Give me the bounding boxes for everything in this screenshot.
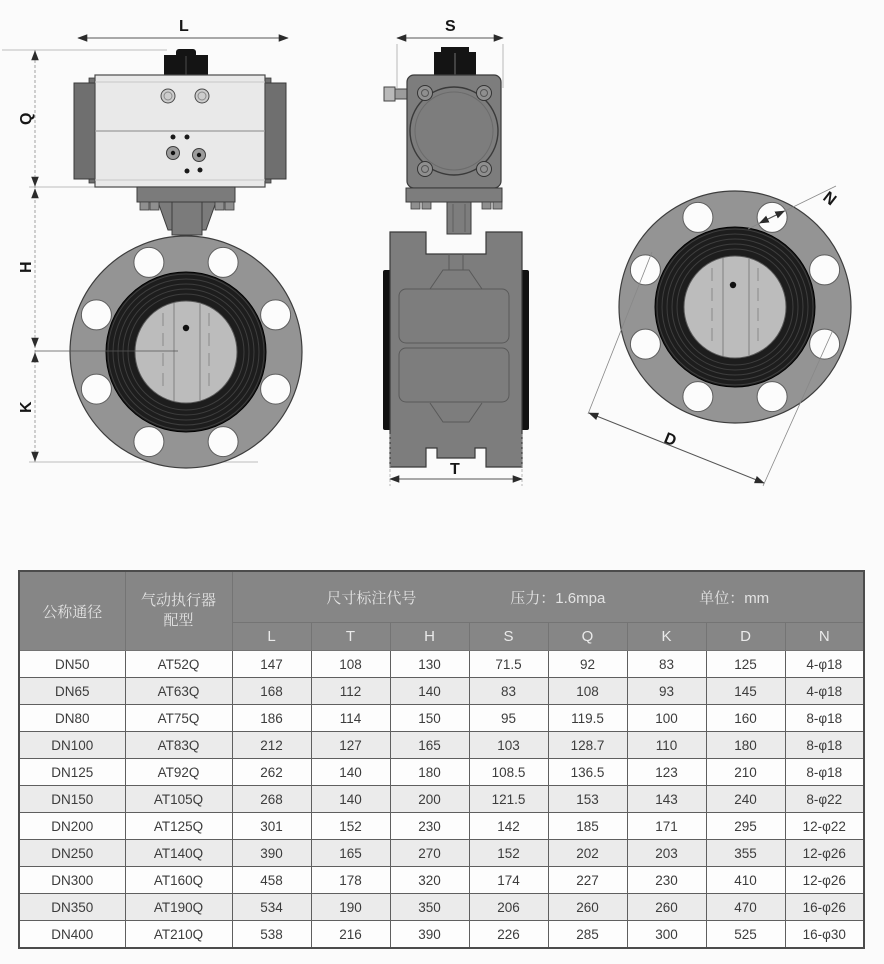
cell-dim-T: 190	[311, 894, 390, 921]
cell-dim-K: 203	[627, 840, 706, 867]
cell-dim-T: 152	[311, 813, 390, 840]
spec-table-section	[18, 570, 863, 949]
table-row	[19, 813, 864, 840]
cell-dim-T: 112	[311, 678, 390, 705]
cell-dim-S: 121.5	[469, 786, 548, 813]
col-header-K: K	[627, 623, 706, 651]
col-header-T: T	[311, 623, 390, 651]
table-row	[19, 759, 864, 786]
cell-dim-S: 103	[469, 732, 548, 759]
dim-label-k: K	[18, 401, 35, 413]
col-header-H: H	[390, 623, 469, 651]
cell-dim-T: 165	[311, 840, 390, 867]
cell-dim-K: 143	[627, 786, 706, 813]
disc-pin	[730, 282, 736, 288]
table-row	[19, 678, 864, 705]
cell-dim-S: 95	[469, 705, 548, 732]
bolt-hole	[630, 329, 660, 359]
actuator-top-cap-front	[164, 49, 208, 76]
valve-body-side	[383, 232, 529, 467]
spec-table	[18, 570, 865, 949]
header-dim-code-title: 尺寸标注代号	[326, 589, 417, 607]
table-row	[19, 732, 864, 759]
cell-dim-D: 240	[706, 786, 785, 813]
bolt-hole	[134, 427, 164, 457]
col-header-L: L	[232, 623, 311, 651]
header-actuator-line2: 配型	[163, 612, 194, 629]
cell-dim-S: 174	[469, 867, 548, 894]
cell-dim-S: 142	[469, 813, 548, 840]
cell-nominal-diameter: DN350	[19, 894, 125, 921]
table-row	[19, 651, 864, 678]
cell-dim-N: 8-φ18	[785, 759, 864, 786]
cell-nominal-diameter: DN400	[19, 921, 125, 949]
bolt-hole	[630, 255, 660, 285]
cell-dim-N: 12-φ26	[785, 867, 864, 894]
cell-dim-L: 212	[232, 732, 311, 759]
cell-dim-Q: 128.7	[548, 732, 627, 759]
cell-dim-K: 93	[627, 678, 706, 705]
col-header-N: N	[785, 623, 864, 651]
cell-actuator-model: AT83Q	[125, 732, 232, 759]
dim-label-h: H	[18, 261, 35, 273]
cell-dim-N: 8-φ22	[785, 786, 864, 813]
table-row	[19, 786, 864, 813]
front-view	[2, 18, 302, 468]
cell-dim-Q: 227	[548, 867, 627, 894]
bolt-hole	[81, 374, 111, 404]
cell-dim-T: 178	[311, 867, 390, 894]
corner-bolt	[477, 162, 492, 177]
corner-bolt	[418, 86, 433, 101]
header-dimension-span	[232, 571, 864, 623]
cell-dim-L: 268	[232, 786, 311, 813]
cell-dim-H: 390	[390, 921, 469, 949]
header-nominal-diameter: 公称通径	[19, 571, 125, 651]
cell-actuator-model: AT92Q	[125, 759, 232, 786]
cell-dim-L: 186	[232, 705, 311, 732]
cell-dim-D: 470	[706, 894, 785, 921]
actuator-end-cap-left	[74, 83, 95, 179]
cell-dim-N: 4-φ18	[785, 651, 864, 678]
col-header-D: D	[706, 623, 785, 651]
cell-dim-K: 171	[627, 813, 706, 840]
valve-body-front	[35, 236, 302, 468]
cell-nominal-diameter: DN100	[19, 732, 125, 759]
bolt-hole	[683, 202, 713, 232]
valve-disc	[684, 256, 786, 358]
cell-actuator-model: AT52Q	[125, 651, 232, 678]
cell-dim-H: 200	[390, 786, 469, 813]
cell-dim-L: 390	[232, 840, 311, 867]
header-actuator-type	[125, 571, 232, 651]
table-body	[19, 651, 864, 949]
cell-dim-Q: 260	[548, 894, 627, 921]
cell-dim-L: 538	[232, 921, 311, 949]
cell-dim-L: 168	[232, 678, 311, 705]
cell-dim-T: 114	[311, 705, 390, 732]
flange-view	[588, 186, 851, 486]
dim-label-t: T	[450, 461, 460, 478]
cell-dim-N: 12-φ22	[785, 813, 864, 840]
cell-dim-D: 355	[706, 840, 785, 867]
cell-dim-K: 100	[627, 705, 706, 732]
dim-label-s: S	[445, 18, 456, 35]
bolt-hole	[261, 300, 291, 330]
cell-dim-S: 71.5	[469, 651, 548, 678]
cell-dim-K: 300	[627, 921, 706, 949]
cell-dim-S: 206	[469, 894, 548, 921]
cell-dim-K: 123	[627, 759, 706, 786]
cell-dim-T: 140	[311, 786, 390, 813]
dim-label-d: D	[661, 429, 679, 451]
air-fitting	[384, 87, 395, 101]
cell-dim-S: 152	[469, 840, 548, 867]
cell-dim-N: 16-φ26	[785, 894, 864, 921]
cell-nominal-diameter: DN300	[19, 867, 125, 894]
cell-dim-Q: 185	[548, 813, 627, 840]
corner-bolt	[418, 162, 433, 177]
cell-actuator-model: AT105Q	[125, 786, 232, 813]
cell-dim-Q: 108	[548, 678, 627, 705]
bolt-hole	[208, 427, 238, 457]
cell-actuator-model: AT210Q	[125, 921, 232, 949]
cell-dim-D: 160	[706, 705, 785, 732]
cell-nominal-diameter: DN200	[19, 813, 125, 840]
cell-dim-H: 350	[390, 894, 469, 921]
cell-dim-Q: 136.5	[548, 759, 627, 786]
corner-bolt	[477, 86, 492, 101]
cell-nominal-diameter: DN80	[19, 705, 125, 732]
cell-actuator-model: AT140Q	[125, 840, 232, 867]
dim-label-l: L	[179, 18, 189, 35]
cell-dim-T: 127	[311, 732, 390, 759]
bolt-hole	[683, 382, 713, 412]
cell-actuator-model: AT125Q	[125, 813, 232, 840]
cell-actuator-model: AT190Q	[125, 894, 232, 921]
cell-dim-K: 110	[627, 732, 706, 759]
cell-dim-Q: 92	[548, 651, 627, 678]
cell-dim-D: 525	[706, 921, 785, 949]
cell-actuator-model: AT63Q	[125, 678, 232, 705]
cell-dim-D: 210	[706, 759, 785, 786]
hex-bolt	[195, 89, 209, 103]
cell-dim-H: 270	[390, 840, 469, 867]
cell-dim-L: 262	[232, 759, 311, 786]
table-row	[19, 867, 864, 894]
cell-dim-N: 8-φ18	[785, 732, 864, 759]
actuator-end-cap-right	[265, 83, 286, 179]
cell-dim-Q: 285	[548, 921, 627, 949]
cell-nominal-diameter: DN50	[19, 651, 125, 678]
bolt-hole	[81, 300, 111, 330]
cell-dim-L: 458	[232, 867, 311, 894]
col-header-Q: Q	[548, 623, 627, 651]
bolt-hole	[810, 329, 840, 359]
cell-dim-T: 216	[311, 921, 390, 949]
bolt-hole	[134, 247, 164, 277]
cell-dim-H: 230	[390, 813, 469, 840]
cell-dim-D: 410	[706, 867, 785, 894]
cell-dim-N: 4-φ18	[785, 678, 864, 705]
cell-dim-N: 8-φ18	[785, 705, 864, 732]
cell-dim-D: 295	[706, 813, 785, 840]
col-header-S: S	[469, 623, 548, 651]
table-row	[19, 705, 864, 732]
table-row	[19, 840, 864, 867]
side-view	[383, 18, 529, 486]
cell-dim-Q: 202	[548, 840, 627, 867]
actuator-side	[384, 47, 502, 234]
bolt-hole	[261, 374, 291, 404]
cell-actuator-model: AT160Q	[125, 867, 232, 894]
cell-nominal-diameter: DN250	[19, 840, 125, 867]
bolt-hole	[757, 382, 787, 412]
cell-dim-N: 12-φ26	[785, 840, 864, 867]
cell-dim-S: 108.5	[469, 759, 548, 786]
cell-nominal-diameter: DN65	[19, 678, 125, 705]
cell-dim-S: 226	[469, 921, 548, 949]
table-row	[19, 894, 864, 921]
cell-dim-T: 140	[311, 759, 390, 786]
valve-disc	[135, 301, 237, 403]
header-unit: 单位：mm	[699, 589, 770, 607]
cell-dim-H: 140	[390, 678, 469, 705]
cell-dim-D: 145	[706, 678, 785, 705]
bolt-hole	[208, 247, 238, 277]
cell-dim-L: 534	[232, 894, 311, 921]
cell-dim-Q: 153	[548, 786, 627, 813]
cell-dim-K: 260	[627, 894, 706, 921]
cell-dim-H: 320	[390, 867, 469, 894]
cell-dim-H: 180	[390, 759, 469, 786]
cell-dim-D: 125	[706, 651, 785, 678]
disc-pin	[183, 325, 189, 331]
cell-dim-H: 130	[390, 651, 469, 678]
cell-dim-H: 165	[390, 732, 469, 759]
cell-dim-Q: 119.5	[548, 705, 627, 732]
cell-dim-N: 16-φ30	[785, 921, 864, 949]
hex-bolt	[161, 89, 175, 103]
cell-dim-K: 230	[627, 867, 706, 894]
cell-nominal-diameter: DN125	[19, 759, 125, 786]
dim-label-q: Q	[18, 112, 35, 125]
cell-dim-H: 150	[390, 705, 469, 732]
actuator-body-front	[74, 75, 286, 187]
header-actuator-line1: 气动执行器	[140, 591, 216, 609]
cell-dim-L: 147	[232, 651, 311, 678]
cell-dim-D: 180	[706, 732, 785, 759]
table-row	[19, 921, 864, 949]
cell-dim-T: 108	[311, 651, 390, 678]
mounting-bracket-front	[137, 187, 235, 235]
dim-label-n: N	[819, 188, 840, 210]
cell-dim-S: 83	[469, 678, 548, 705]
bolt-hole	[810, 255, 840, 285]
cell-nominal-diameter: DN150	[19, 786, 125, 813]
cell-dim-K: 83	[627, 651, 706, 678]
cell-dim-L: 301	[232, 813, 311, 840]
header-pressure: 压力：1.6mpa	[510, 589, 606, 607]
cell-actuator-model: AT75Q	[125, 705, 232, 732]
